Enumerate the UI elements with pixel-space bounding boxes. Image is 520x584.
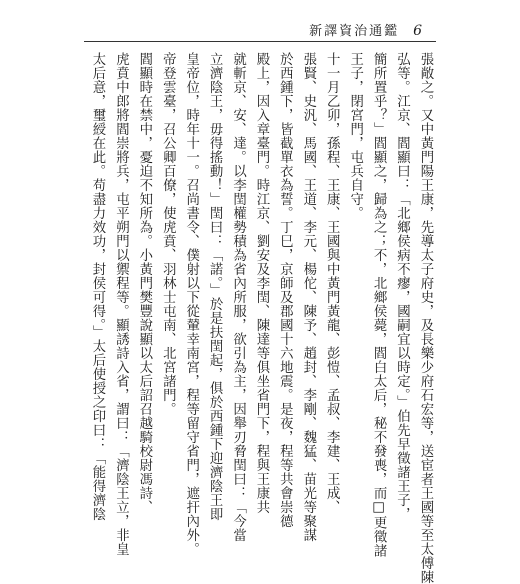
book-title: 新譯資治通鑑 [309, 24, 400, 39]
text-column: 殿上，因入章臺門。時江京、劉安及李閏、陳達等俱坐省門下，程與王康共 [253, 52, 269, 514]
text-column: 弘等。江京、閻顯曰：「北鄉侯病不瘳，國嗣宜以時定。」伯先早徵諸王子， [394, 52, 410, 522]
vertical-text-block [88, 52, 434, 584]
text-column: 王子，閉宮門，屯兵自守。 [347, 52, 363, 220]
text-column: 十一月乙卯，孫程、王康、王國與中黃門黃龍、彭愷、孟叔、李建、王成、 [324, 52, 340, 514]
text-column: 太后意，璽綬在此。苟盡力效功，封侯可得。」太后使授之印曰：「能得濟陰 [90, 52, 105, 522]
text-column: 簡所置乎？」閻顯之，歸為之；不，北鄉侯薨，閻白太后，秘不發喪，而□更徵諸 [371, 52, 387, 558]
header-divider [84, 41, 436, 42]
text-column: 皇帝位，時年十一。召尚書令、僕射以下從輦幸南宮，程等留守省門，遮扞內外。 [183, 52, 199, 556]
text-column: 立濟陰王，毋得搖動！」閏曰：「諾。」於是扶閏起，俱於西鍾下迎濟陰王即 [207, 52, 223, 522]
running-header [309, 20, 422, 39]
text-column: 就斬京、安、達。以李閏權勢積為省內所服，欲引為主，因舉刃脅閏曰：「今當 [230, 52, 246, 542]
text-column: 張敞之。又中黃門陽王康，先導太子府史，及長樂少府石宏等，送宦者王國等至太傅陳 [417, 52, 433, 584]
text-column: 帝登雲臺，召公卿百僚，使虎賁、羽林士屯南、北宮諸門。 [160, 52, 176, 416]
text-column: 張賢、史汎、馬國、王道、李元、楊佗、陳予、趙封、李剛、魏猛、苗光等聚謀 [300, 52, 316, 542]
page-number: 6 [413, 23, 422, 39]
text-column: 虎賁中郎將閻崇將兵，屯平朔門以禦程等。顯誘詩入省，謂曰：「濟陰王立，非皇 [113, 52, 129, 556]
text-column: 於西鍾下，皆截單衣為誓。丁巳，京師及郡國十六地震。是夜，程等共會崇德 [277, 52, 293, 528]
text-column: 閻顯時在禁中，憂迫不知所為。小黃門樊豐說顯以太后詔召越騎校尉馮詩、 [136, 52, 152, 514]
